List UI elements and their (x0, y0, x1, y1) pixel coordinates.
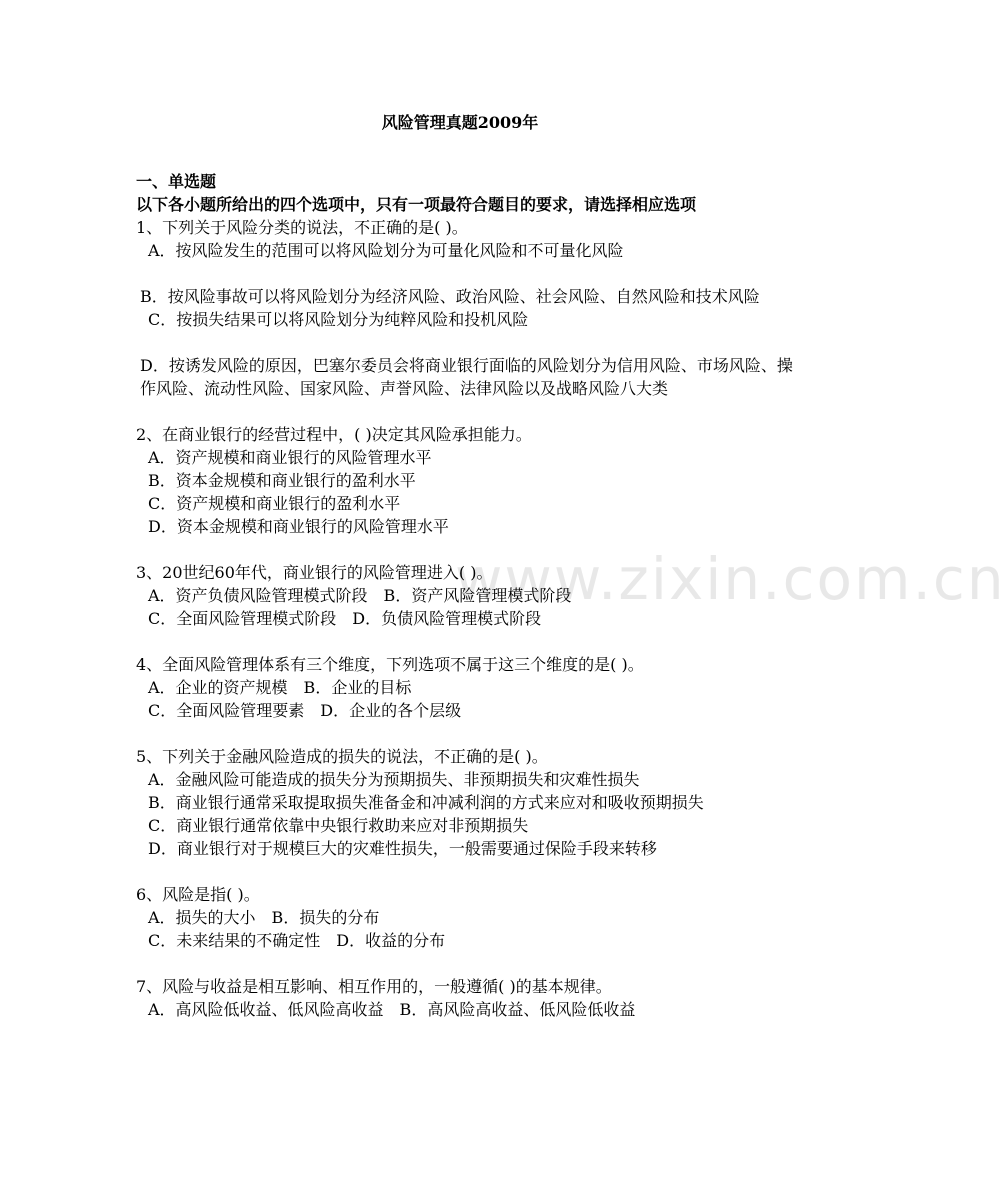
question-stem: 6、风险是指( )。 (136, 885, 260, 904)
option-c: C．商业银行通常依靠中央银行救助来应对非预期损失 (148, 816, 529, 835)
document-title: 风险管理真题2009年 (381, 113, 539, 132)
question-4 (136, 653, 796, 722)
question-stem: 2、在商业银行的经营过程中，( )决定其风险承担能力。 (136, 425, 532, 444)
option-a: A．按风险发生的范围可以将风险划分为可量化风险和不可量化风险 (148, 241, 624, 260)
question-6 (136, 883, 796, 952)
option-c: C．资产规模和商业银行的盈利水平 (148, 494, 401, 513)
option-b: B．商业银行通常采取提取损失准备金和冲减利润的方式来应对和吸收预期损失 (148, 793, 704, 812)
option-d: D．商业银行对于规模巨大的灾难性损失，一般需要通过保险手段来转移 (148, 839, 657, 858)
option-b: B．按风险事故可以将风险划分为经济风险、政治风险、社会风险、自然风险和技术风险 (140, 287, 760, 306)
options-cd: C．全面风险管理要素 D．企业的各个层级 (148, 701, 462, 720)
options-ab: A．损失的大小 B．损失的分布 (148, 908, 380, 927)
options-ab: A．企业的资产规模 B．企业的目标 (148, 678, 412, 697)
question-1 (136, 216, 796, 400)
question-3 (136, 561, 796, 630)
question-stem: 4、全面风险管理体系有三个维度，下列选项不属于这三个维度的是( )。 (136, 655, 644, 674)
options-ab: A．资产负债风险管理模式阶段 B．资产风险管理模式阶段 (148, 586, 572, 605)
question-stem: 1、下列关于风险分类的说法，不正确的是( )。 (136, 218, 468, 237)
options-cd: C．未来结果的不确定性 D．收益的分布 (148, 931, 446, 950)
question-2 (136, 423, 796, 538)
option-b: B．资本金规模和商业银行的盈利水平 (148, 471, 416, 490)
document-body (136, 170, 796, 1021)
options-cd: C．全面风险管理模式阶段 D．负债风险管理模式阶段 (148, 609, 542, 628)
options-ab: A．高风险低收益、低风险高收益 B．高风险高收益、低风险低收益 (148, 1000, 636, 1019)
section-instruction: 以下各小题所给出的四个选项中，只有一项最符合题目的要求，请选择相应选项 (136, 195, 697, 214)
question-5 (136, 745, 796, 860)
section-heading: 一、单选题 (136, 172, 217, 191)
question-stem: 3、20世纪60年代，商业银行的风险管理进入( )。 (136, 563, 493, 582)
option-d: D．资本金规模和商业银行的风险管理水平 (148, 517, 449, 536)
question-stem: 7、风险与收益是相互影响、相互作用的，一般遵循( )的基本规律。 (136, 977, 612, 996)
question-stem: 5、下列关于金融风险造成的损失的说法，不正确的是( )。 (136, 747, 548, 766)
option-d: D．按诱发风险的原因，巴塞尔委员会将商业银行面临的风险划分为信用风险、市场风险、操作风险、流动性风险、国家风险、声誉风险、法律风险以及战略风险八大类 (140, 356, 793, 398)
option-a: A．资产规模和商业银行的风险管理水平 (148, 448, 432, 467)
option-c: C．按损失结果可以将风险划分为纯粹风险和投机风险 (148, 310, 529, 329)
option-a: A．金融风险可能造成的损失分为预期损失、非预期损失和灾难性损失 (148, 770, 640, 789)
watermark: www.zixin.com.cn (455, 545, 1006, 613)
question-7 (136, 975, 796, 1021)
